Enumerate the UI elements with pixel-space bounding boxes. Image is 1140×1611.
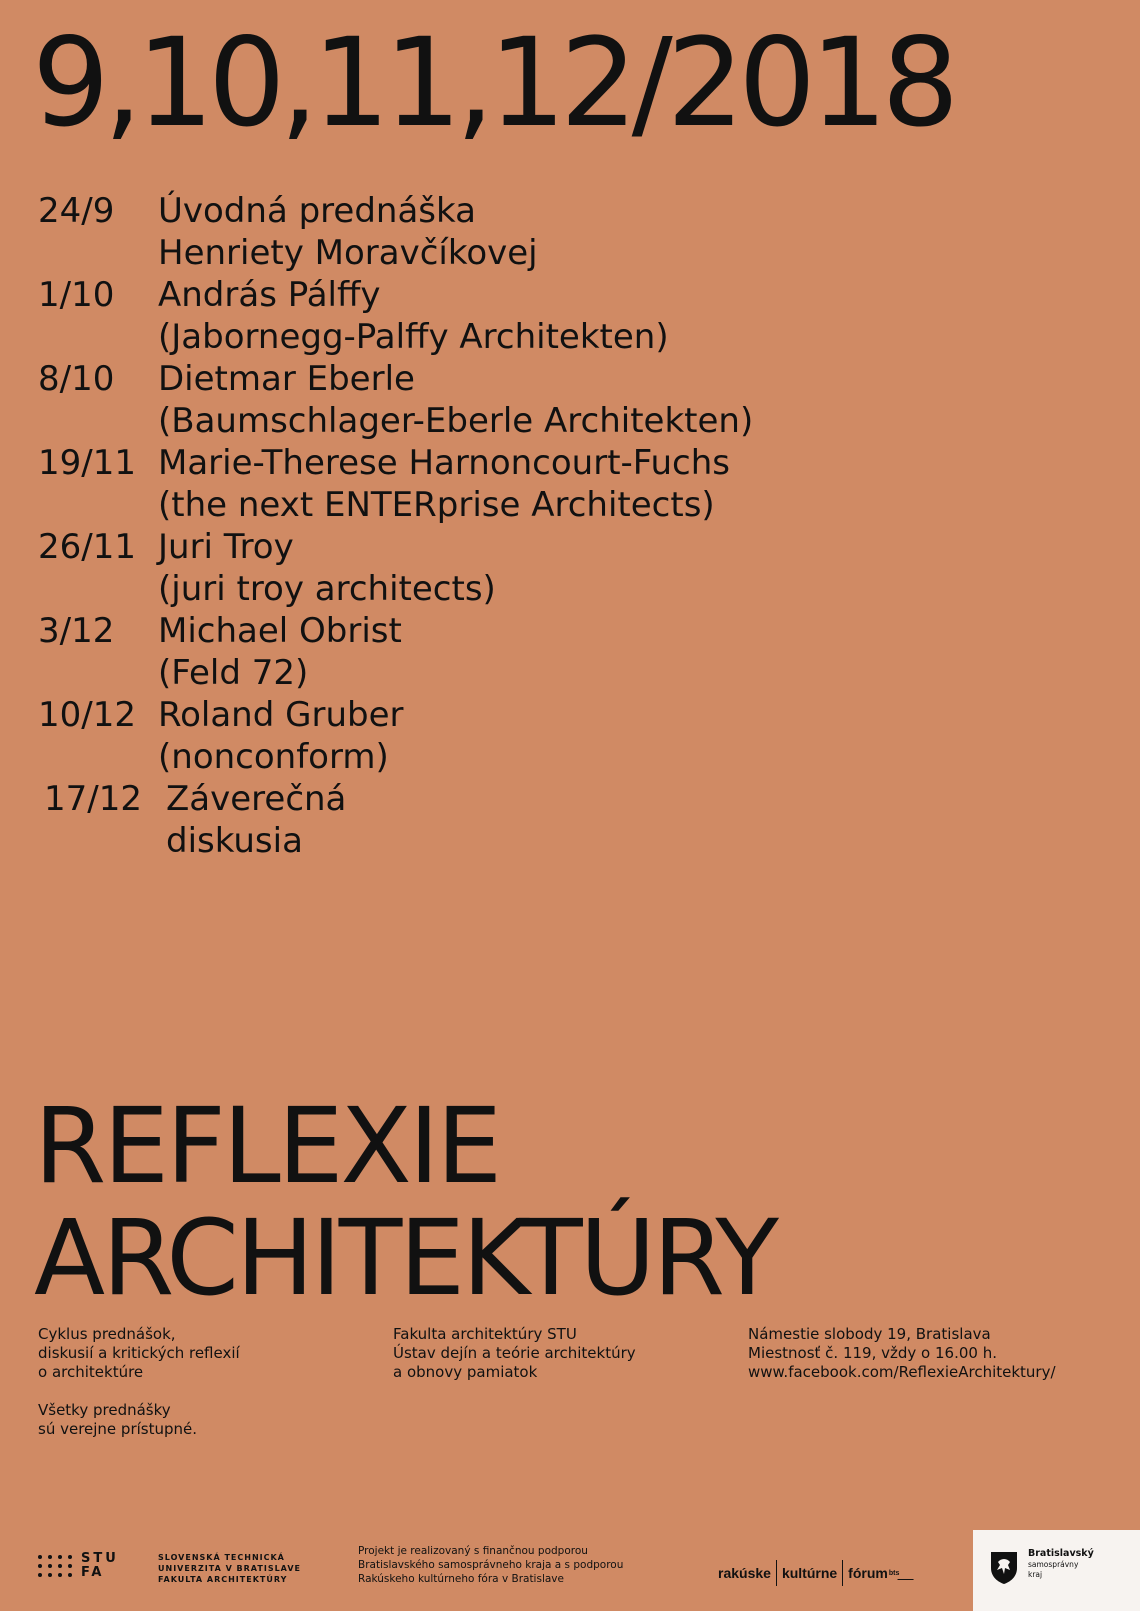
event-speaker: Juri Troy (158, 527, 294, 567)
venue-info (748, 1325, 1056, 1382)
event-affiliation: (Jabornegg-Palffy Architekten) (158, 317, 669, 357)
event-date: 1/10 (38, 275, 115, 315)
info-line: a obnovy pamiatok (393, 1363, 538, 1381)
event-title: Záverečná (166, 779, 347, 819)
event-date: 17/12 (44, 779, 142, 819)
event-row (38, 190, 753, 274)
event-row (38, 274, 753, 358)
event-row (38, 610, 753, 694)
info-line: Fakulta architektúry STU (393, 1325, 577, 1343)
funding-line: Projekt je realizovaný s finančnou podporou (358, 1545, 588, 1557)
series-description (38, 1325, 240, 1439)
info-line: o architektúre (38, 1363, 144, 1381)
event-date: 19/11 (38, 443, 136, 483)
event-affiliation: (nonconform) (158, 737, 389, 777)
info-line: Námestie slobody 19, Bratislava (748, 1325, 991, 1343)
info-line: diskusií a kritických reflexií (38, 1344, 240, 1362)
funding-line: Rakúskeho kultúrneho fóra v Bratislave (358, 1573, 564, 1585)
lecture-program (38, 190, 753, 862)
event-affiliation: (Baumschlager-Eberle Architekten) (158, 401, 754, 441)
event-affiliation: (the next ENTERprise Architects) (158, 485, 715, 525)
event-affiliation: (Feld 72) (158, 653, 309, 693)
event-affiliation: (juri troy architects) (158, 569, 496, 609)
bratislava-region-logo (973, 1530, 1140, 1611)
event-speaker: András Pálffy (158, 275, 381, 315)
event-row (44, 778, 753, 862)
university-line: UNIVERZITA V BRATISLAVE (158, 1564, 301, 1573)
event-date: 10/12 (38, 695, 136, 735)
event-speaker: Úvodná prednáška (158, 191, 476, 231)
university-line: SLOVENSKÁ TECHNICKÁ (158, 1553, 285, 1562)
project-funding-note (358, 1544, 623, 1586)
event-row (38, 358, 753, 442)
event-row (38, 526, 753, 610)
university-line: FAKULTA ARCHITEKTÚRY (158, 1575, 288, 1584)
event-row (38, 694, 753, 778)
info-line: Cyklus prednášok, (38, 1325, 176, 1343)
stufa-text: FA (81, 1565, 105, 1580)
region-name: Bratislavský (1028, 1548, 1094, 1559)
event-speaker: Roland Gruber (158, 695, 404, 735)
region-line: kraj (1028, 1570, 1043, 1579)
info-line: Ústav dejín a teórie architektúry (393, 1344, 636, 1362)
event-affiliation: Henriety Moravčíkovej (158, 233, 538, 273)
event-date: 26/11 (38, 527, 136, 567)
organizer-info (393, 1325, 636, 1382)
region-line: samosprávny (1028, 1560, 1079, 1569)
forum-word: kultúrne (781, 1565, 838, 1581)
facebook-link[interactable]: www.facebook.com/ReflexieArchitektury/ (748, 1363, 1056, 1381)
stu-fa-logo (38, 1552, 119, 1580)
forum-word: rakúske (718, 1565, 771, 1581)
event-speaker: Michael Obrist (158, 611, 402, 651)
event-date: 3/12 (38, 611, 115, 651)
event-title-cont: diskusia (166, 821, 303, 861)
event-row (38, 442, 753, 526)
event-speaker: Marie-Therese Harnoncourt-Fuchs (158, 443, 730, 483)
forum-word: fórum (848, 1565, 888, 1581)
series-title-line: REFLEXIE (34, 1085, 500, 1207)
sponsor-footer (0, 1530, 1140, 1611)
funding-line: Bratislavského samosprávneho kraja a s podporou (358, 1559, 624, 1571)
forum-bts: bts (888, 1569, 900, 1577)
event-speaker: Dietmar Eberle (158, 359, 415, 399)
austrian-cultural-forum-logo (718, 1560, 917, 1586)
dots-icon (38, 1555, 73, 1577)
event-date: 8/10 (38, 359, 115, 399)
poster-dates: 9,10,11,12/2018 (32, 12, 954, 154)
info-line: Miestnosť č. 119, vždy o 16.00 h. (748, 1344, 997, 1362)
region-crest-icon (989, 1550, 1019, 1586)
info-line: sú verejne prístupné. (38, 1420, 198, 1438)
event-date: 24/9 (38, 191, 115, 231)
stufa-text: STU (81, 1551, 119, 1566)
series-title-line: ARCHITEKTÚRY (34, 1197, 776, 1319)
series-title (34, 1085, 776, 1319)
university-name (158, 1552, 301, 1585)
info-line: Všetky prednášky (38, 1401, 171, 1419)
